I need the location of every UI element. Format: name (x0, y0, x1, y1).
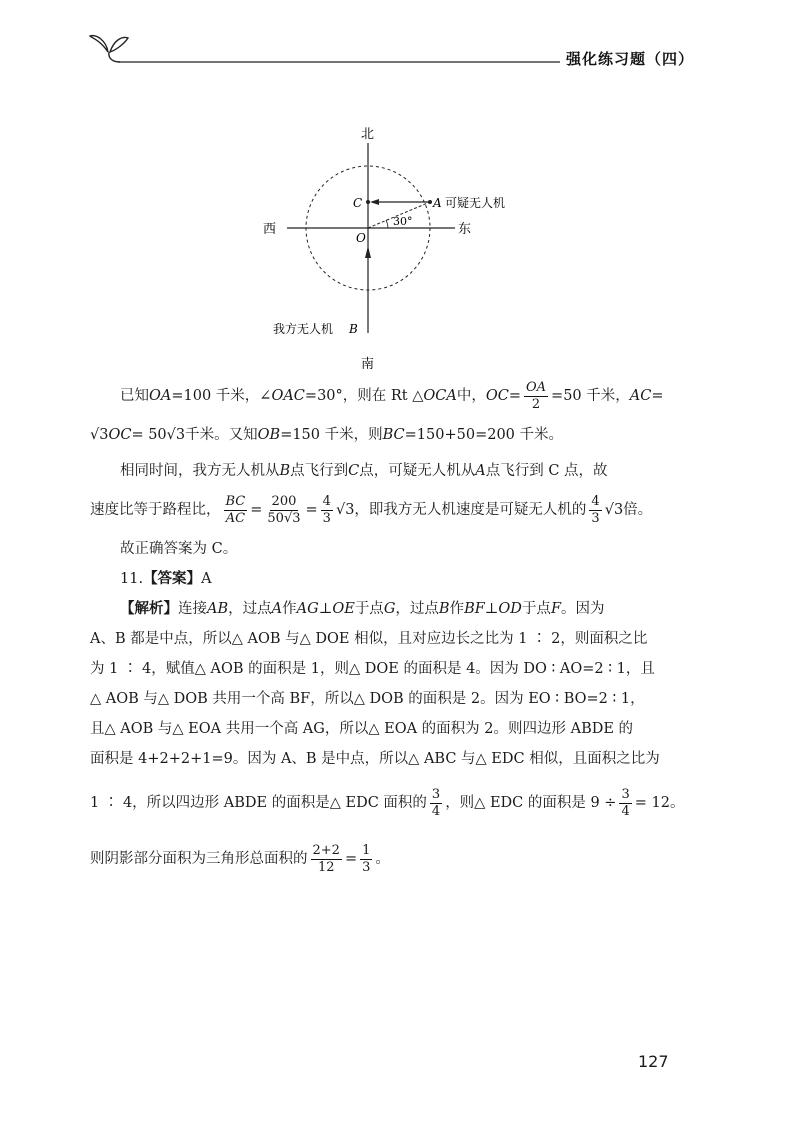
label-a: A (433, 196, 442, 210)
fraction-3-4-b: $\frac{3}{4}$ (621, 786, 630, 819)
text-line-5: 故正确答案为 C。 (120, 540, 238, 557)
fraction-4-12: $\frac{2+2}{12}$ (312, 842, 340, 875)
fraction-bc-ac: $\frac{BC}{AC}$ (225, 493, 246, 526)
label-north: 北 (361, 127, 375, 142)
label-west: 西 (263, 222, 277, 237)
text-line-11: 且△ AOB 与△ EOA 共用一个高 AG，所以△ EOA 的面积为 2。则四边形 ABDE 的 (90, 720, 634, 737)
a-to-c-arrow-icon (370, 199, 379, 205)
label-c: C (353, 196, 363, 210)
label-east: 东 (458, 222, 472, 237)
text-line-8: A、B 都是中点，所以△ AOB 与△ DOE 相似，且对应边长之比为 1 ∶ 2，则面积之比 (90, 630, 648, 647)
text-line-9: 为 1 ∶ 4，赋值△ AOB 的面积是 1，则△ DOE 的面积是 4。因为 DO ∶ AO=2 ∶ 1，且 (90, 660, 655, 677)
label-o: O (356, 231, 366, 245)
our-drone-arrow-icon (365, 246, 371, 258)
angle-arc (386, 220, 388, 228)
header-decoration (0, 0, 800, 90)
fraction-4-3: $\frac{4}{3}$ (322, 493, 331, 526)
text-line-4: 速度比等于路程比， $\frac{BC}{AC}$ = $\frac{200}{50√3}$ = $\frac{4}{3}$ √3，即我方无人机速度是可疑无人机的 $\frac{4}{3}$ √3倍。 (90, 493, 653, 526)
label-our-drone: 我方无人机 (273, 322, 334, 336)
text-line-3: 相同时间，我方无人机从 B 点飞行到 C 点，可疑无人机从 A 点飞行到 C 点，故 (120, 462, 608, 479)
point-c (366, 200, 370, 204)
page-header (0, 0, 800, 90)
fraction-1-3: $\frac{1}{3}$ (362, 842, 371, 875)
fraction-4-3-b: $\frac{4}{3}$ (591, 493, 600, 526)
page-title: 强化练习题（四） (566, 50, 695, 68)
solution-text (90, 378, 690, 882)
page-number: 127 (638, 1052, 669, 1071)
text-line-2: √3 OC = 50 √3 千米。又知 OB =150 千米，则 BC =150+50=200 千米。 (90, 426, 564, 443)
text-line-12: 面积是 4+2+2+1=9。因为 A、B 是中点，所以△ ABC 与△ EDC 相似，且面积之比为 (90, 750, 660, 767)
fraction-200: $\frac{200}{50√3}$ (267, 493, 301, 526)
text-line-14: 则阴影部分面积为三角形总面积的 $\frac{2+2}{12}$ = $\frac{1}{3}$ 。 (90, 842, 390, 875)
label-south: 南 (361, 357, 375, 372)
label-suspicious-drone: 可疑无人机 (445, 196, 506, 210)
label-b: B (349, 322, 358, 336)
text-line-1: 已知 OA =100 千米，∠ OAC =30°，则在 Rt △ OCA 中， OC = $\frac{OA}{2}$ =50 千米， AC = (120, 379, 664, 412)
text-line-7: 【解析】 连接 AB ，过点 A 作 AG ⊥ OE 于点 G ，过点 B 作 BF ⊥ OD 于点 F 。因为 (120, 600, 605, 617)
fraction-oa-2: $\frac{OA}{2}$ (526, 379, 547, 412)
leaf-icon (90, 36, 128, 62)
fraction-3-4: $\frac{3}{4}$ (431, 786, 441, 819)
text-line-6: 11. 【答案】 A (120, 570, 212, 587)
text-line-10: △ AOB 与△ DOB 共用一个高 BF，所以△ DOB 的面积是 2。因为 EO ∶ BO=2 ∶ 1， (90, 690, 645, 707)
compass-diagram (255, 118, 535, 373)
label-angle: 30° (393, 215, 413, 228)
text-line-13: 1 ∶ 4，所以四边形 ABDE 的面积是△ EDC 面积的 $\frac{3}{4}$ ，则△ EDC 的面积是 9 ÷ $\frac{3}{4}$ = 12。 (90, 786, 685, 819)
point-a (428, 200, 432, 204)
